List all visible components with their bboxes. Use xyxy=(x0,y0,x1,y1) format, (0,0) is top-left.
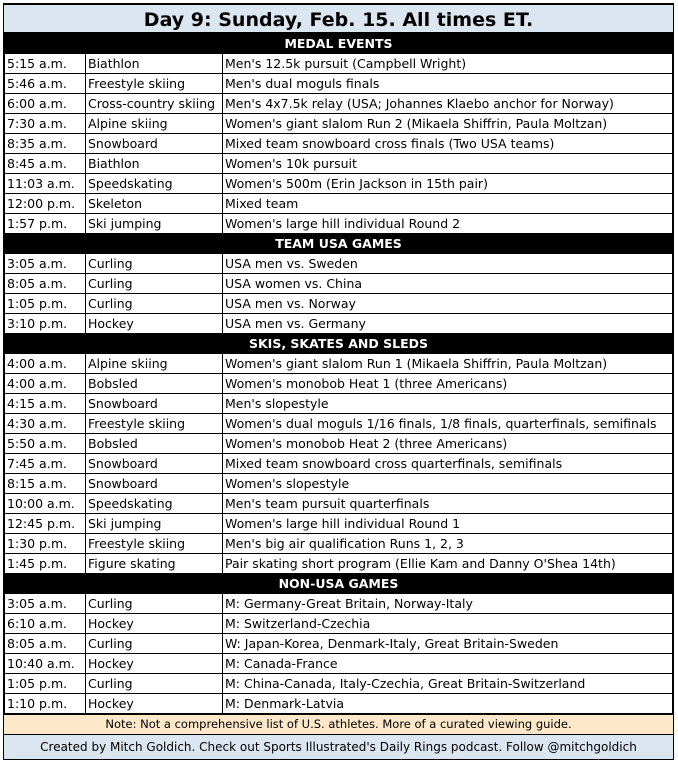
time-cell: 7:30 a.m. xyxy=(5,114,86,134)
sport-cell: Speedskating xyxy=(86,174,223,194)
time-cell: 8:35 a.m. xyxy=(5,134,86,154)
time-cell: 5:50 a.m. xyxy=(5,434,86,454)
table-row xyxy=(5,454,673,474)
sport-cell: Skeleton xyxy=(86,194,223,214)
sport-cell: Alpine skiing xyxy=(86,354,223,374)
time-cell: 4:15 a.m. xyxy=(5,394,86,414)
table-row xyxy=(5,134,673,154)
event-cell: W: Japan-Korea, Denmark-Italy, Great Britain-Sweden xyxy=(223,634,673,654)
event-cell: USA men vs. Sweden xyxy=(223,254,673,274)
time-cell: 5:15 a.m. xyxy=(5,54,86,74)
time-cell: 8:05 a.m. xyxy=(5,634,86,654)
event-cell: Pair skating short program (Ellie Kam and Danny O'Shea 14th) xyxy=(223,554,673,574)
event-cell: Men's slopestyle xyxy=(223,394,673,414)
section-heading: NON-USA GAMES xyxy=(5,574,673,594)
time-cell: 4:30 a.m. xyxy=(5,414,86,434)
table-row xyxy=(5,494,673,514)
table-row xyxy=(5,294,673,314)
sport-cell: Freestyle skiing xyxy=(86,534,223,554)
event-cell: Women's dual moguls 1/16 finals, 1/8 finals, quarterfinals, semifinals xyxy=(223,414,673,434)
sport-cell: Curling xyxy=(86,674,223,694)
time-cell: 3:05 a.m. xyxy=(5,254,86,274)
table-row xyxy=(5,194,673,214)
time-cell: 4:00 a.m. xyxy=(5,354,86,374)
table-row xyxy=(5,154,673,174)
sport-cell: Bobsled xyxy=(86,434,223,454)
sport-cell: Hockey xyxy=(86,694,223,714)
sport-cell: Ski jumping xyxy=(86,514,223,534)
table-row xyxy=(5,74,673,94)
table-row xyxy=(5,534,673,554)
table-row xyxy=(5,314,673,334)
event-cell: Women's large hill individual Round 1 xyxy=(223,514,673,534)
event-cell: Women's 10k pursuit xyxy=(223,154,673,174)
table-row xyxy=(5,514,673,534)
section-header xyxy=(5,34,673,54)
table-row xyxy=(5,394,673,414)
time-cell: 8:45 a.m. xyxy=(5,154,86,174)
sport-cell: Hockey xyxy=(86,654,223,674)
event-cell: M: Canada-France xyxy=(223,654,673,674)
sport-cell: Ski jumping xyxy=(86,214,223,234)
event-cell: M: Denmark-Latvia xyxy=(223,694,673,714)
time-cell: 4:00 a.m. xyxy=(5,374,86,394)
sport-cell: Hockey xyxy=(86,614,223,634)
sport-cell: Bobsled xyxy=(86,374,223,394)
time-cell: 8:05 a.m. xyxy=(5,274,86,294)
sport-cell: Curling xyxy=(86,594,223,614)
event-cell: Mixed team xyxy=(223,194,673,214)
schedule-title: Day 9: Sunday, Feb. 15. All times ET. xyxy=(4,3,673,33)
event-cell: Men's 4x7.5k relay (USA; Johannes Klaebo anchor for Norway) xyxy=(223,94,673,114)
table-row xyxy=(5,434,673,454)
table-row xyxy=(5,594,673,614)
sport-cell: Hockey xyxy=(86,314,223,334)
table-row xyxy=(5,634,673,654)
table-row xyxy=(5,114,673,134)
time-cell: 1:05 p.m. xyxy=(5,294,86,314)
sport-cell: Snowboard xyxy=(86,394,223,414)
time-cell: 3:05 a.m. xyxy=(5,594,86,614)
event-cell: M: China-Canada, Italy-Czechia, Great Britain-Switzerland xyxy=(223,674,673,694)
sport-cell: Speedskating xyxy=(86,494,223,514)
time-cell: 7:45 a.m. xyxy=(5,454,86,474)
sport-cell: Curling xyxy=(86,254,223,274)
event-cell: Mixed team snowboard cross finals (Two USA teams) xyxy=(223,134,673,154)
sport-cell: Snowboard xyxy=(86,454,223,474)
table-row xyxy=(5,374,673,394)
time-cell: 1:05 p.m. xyxy=(5,674,86,694)
table-row xyxy=(5,474,673,494)
event-cell: Women's 500m (Erin Jackson in 15th pair) xyxy=(223,174,673,194)
credit-line: Created by Mitch Goldich. Check out Sports Illustrated's Daily Rings podcast. Follow @mitchgoldich xyxy=(4,734,673,759)
event-cell: Men's big air qualification Runs 1, 2, 3 xyxy=(223,534,673,554)
table-row xyxy=(5,414,673,434)
sport-cell: Figure skating xyxy=(86,554,223,574)
section-header xyxy=(5,234,673,254)
time-cell: 10:40 a.m. xyxy=(5,654,86,674)
event-cell: Men's 12.5k pursuit (Campbell Wright) xyxy=(223,54,673,74)
sport-cell: Cross-country skiing xyxy=(86,94,223,114)
sport-cell: Curling xyxy=(86,294,223,314)
event-cell: Women's monobob Heat 1 (three Americans) xyxy=(223,374,673,394)
sport-cell: Curling xyxy=(86,634,223,654)
time-cell: 6:00 a.m. xyxy=(5,94,86,114)
event-cell: Women's slopestyle xyxy=(223,474,673,494)
time-cell: 5:46 a.m. xyxy=(5,74,86,94)
sport-cell: Curling xyxy=(86,274,223,294)
time-cell: 6:10 a.m. xyxy=(5,614,86,634)
event-cell: Women's large hill individual Round 2 xyxy=(223,214,673,234)
time-cell: 1:57 p.m. xyxy=(5,214,86,234)
event-cell: M: Switzerland-Czechia xyxy=(223,614,673,634)
event-cell: USA men vs. Norway xyxy=(223,294,673,314)
table-row xyxy=(5,674,673,694)
table-row xyxy=(5,54,673,74)
event-cell: Women's giant slalom Run 2 (Mikaela Shiffrin, Paula Moltzan) xyxy=(223,114,673,134)
time-cell: 11:03 a.m. xyxy=(5,174,86,194)
event-cell: Men's team pursuit quarterfinals xyxy=(223,494,673,514)
event-cell: USA women vs. China xyxy=(223,274,673,294)
time-cell: 3:10 p.m. xyxy=(5,314,86,334)
table-row xyxy=(5,354,673,374)
event-cell: Men's dual moguls finals xyxy=(223,74,673,94)
event-cell: Women's giant slalom Run 1 (Mikaela Shiffrin, Paula Moltzan) xyxy=(223,354,673,374)
time-cell: 1:45 p.m. xyxy=(5,554,86,574)
time-cell: 12:45 p.m. xyxy=(5,514,86,534)
note-text: Note: Not a comprehensive list of U.S. athletes. More of a curated viewing guide. xyxy=(4,714,673,734)
sport-cell: Snowboard xyxy=(86,134,223,154)
schedule-sheet xyxy=(3,3,674,760)
section-heading: TEAM USA GAMES xyxy=(5,234,673,254)
sport-cell: Freestyle skiing xyxy=(86,414,223,434)
schedule-table xyxy=(4,33,673,714)
time-cell: 1:10 p.m. xyxy=(5,694,86,714)
event-cell: USA men vs. Germany xyxy=(223,314,673,334)
section-header xyxy=(5,334,673,354)
sport-cell: Snowboard xyxy=(86,474,223,494)
time-cell: 10:00 a.m. xyxy=(5,494,86,514)
table-row xyxy=(5,174,673,194)
event-cell: M: Germany-Great Britain, Norway-Italy xyxy=(223,594,673,614)
table-row xyxy=(5,94,673,114)
schedule-body xyxy=(5,34,673,714)
section-heading: SKIS, SKATES AND SLEDS xyxy=(5,334,673,354)
sport-cell: Freestyle skiing xyxy=(86,74,223,94)
table-row xyxy=(5,694,673,714)
time-cell: 1:30 p.m. xyxy=(5,534,86,554)
table-row xyxy=(5,554,673,574)
time-cell: 8:15 a.m. xyxy=(5,474,86,494)
table-row xyxy=(5,614,673,634)
table-row xyxy=(5,274,673,294)
section-heading: MEDAL EVENTS xyxy=(5,34,673,54)
table-row xyxy=(5,654,673,674)
event-cell: Women's monobob Heat 2 (three Americans) xyxy=(223,434,673,454)
table-row xyxy=(5,214,673,234)
sport-cell: Biathlon xyxy=(86,54,223,74)
section-header xyxy=(5,574,673,594)
time-cell: 12:00 p.m. xyxy=(5,194,86,214)
sport-cell: Biathlon xyxy=(86,154,223,174)
table-row xyxy=(5,254,673,274)
event-cell: Mixed team snowboard cross quarterfinals, semifinals xyxy=(223,454,673,474)
sport-cell: Alpine skiing xyxy=(86,114,223,134)
